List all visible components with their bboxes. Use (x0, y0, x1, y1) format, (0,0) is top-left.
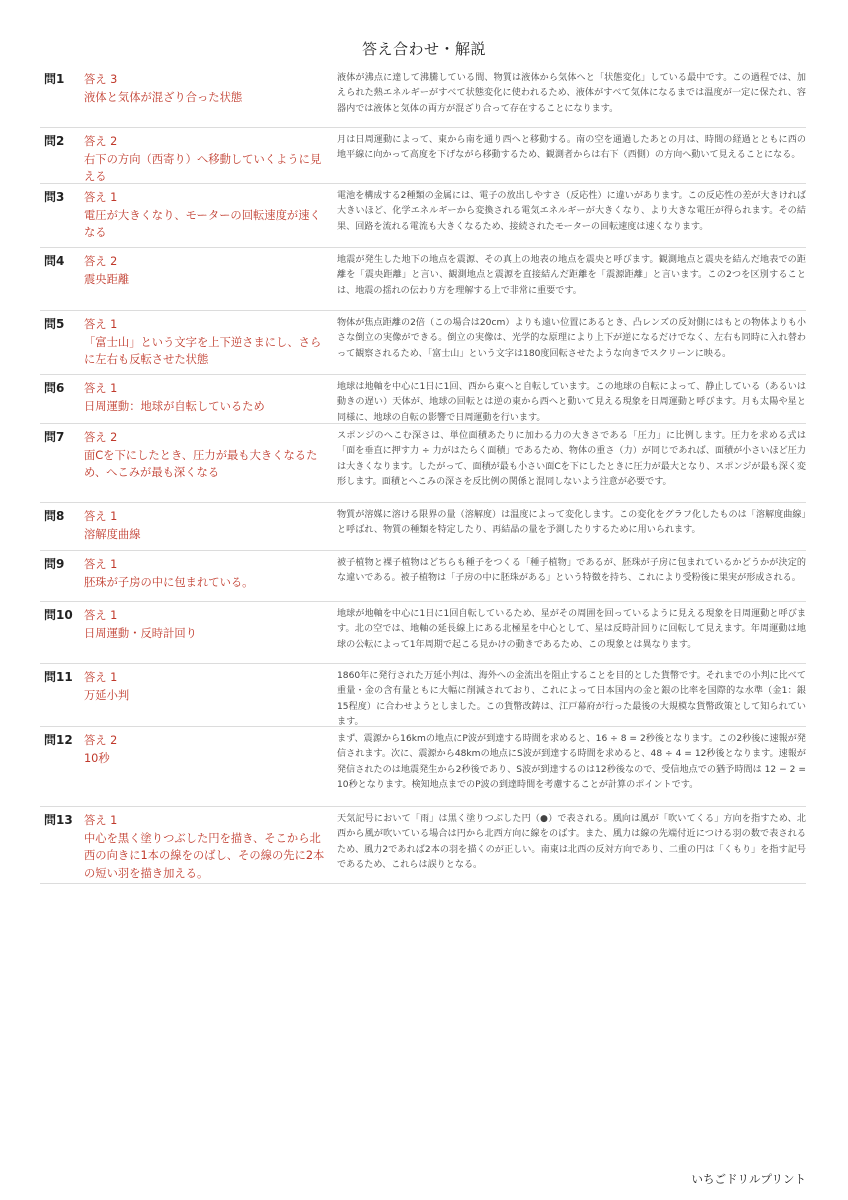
explanation-text: 液体が沸点に達して沸騰している間、物質は液体から気体へと「状態変化」している最中です。この過程では、加えられた熱エネルギーがすべて状態変化に使われるため、液体がすべて気体になるまでは温度が一定に保たれ、容器内では液体と気体の両方が混ざり合って存在することになります。 (337, 73, 806, 114)
answer-row-13 (40, 807, 806, 884)
answer-label: 答え 1 (84, 814, 118, 827)
question-number: 問10 (44, 608, 73, 622)
question-number: 問11 (44, 670, 73, 684)
question-number: 問4 (44, 254, 65, 268)
question-number: 問1 (44, 72, 65, 86)
answer-label: 答え 1 (84, 558, 118, 571)
answer-text: 面Cを下にしたとき、圧力が最も大きくなるため、へこみが最も深くなる (84, 448, 318, 479)
answer-label: 答え 2 (84, 255, 118, 268)
answer-row-9 (40, 551, 806, 602)
answer-text: 胚珠が子房の中に包まれている。 (84, 575, 254, 589)
answer-row-4 (40, 248, 806, 311)
explanation-text: 物体が焦点距離の2倍（この場合は20cm）よりも遠い位置にあるとき、凸レンズの反対側にはもとの物体よりも小さな倒立の実像ができる。倒立の実像は、光学的な原理により上下が逆になるだけでなく、左右も同時に入れ替わって観察されるため、「富士山」という文字は180度回転させたような向きでスクリーンに映る。 (337, 318, 806, 359)
answer-cell (84, 184, 337, 247)
explanation-text: 地球は地軸を中心に1日に1回、西から東へと自転しています。この地球の自転によって、静止している（あるいは動きの遅い）天体が、地球の回転とは逆の東から西へと動いて見える現象を日周運動と呼びます。月も太陽や星と同様に、地球の自転の影響で日周運動を行います。 (337, 382, 806, 423)
answer-text: 震央距離 (84, 272, 130, 286)
answer-cell (84, 66, 337, 127)
answer-row-12 (40, 727, 806, 807)
answer-label: 答え 1 (84, 510, 118, 523)
answer-text: 中心を黒く塗りつぶした円を描き、そこから北西の向きに1本の線をのばし、その線の先に2本の短い羽を描き加える。 (84, 831, 325, 880)
footer-brand: いちごドリルプリント (691, 1172, 806, 1186)
explanation-text: 電池を構成する2種類の金属には、電子の放出しやすさ（反応性）に違いがあります。この反応性の差が大きければ大きいほど、化学エネルギーから変換される電気エネルギーが大きくなり、より大きな電圧が得られます。その結果、回路を流れる電流も大きくなるため、接続されたモーターの回転速度は速くなります。 (337, 191, 806, 232)
answer-text: 日周運動：地球が自転しているため (84, 399, 265, 413)
question-number: 問3 (44, 190, 65, 204)
answer-cell (84, 128, 337, 183)
answer-cell (84, 311, 337, 374)
answer-cell (84, 807, 337, 883)
question-number: 問8 (44, 509, 65, 523)
answer-cell (84, 727, 337, 806)
question-number: 問5 (44, 317, 65, 331)
question-number: 問2 (44, 134, 65, 148)
answer-row-2 (40, 128, 806, 184)
question-number: 問7 (44, 430, 65, 444)
answer-row-3 (40, 184, 806, 248)
page-title: 答え合わせ・解説 (361, 40, 486, 58)
explanation-text: まず、震源から16kmの地点にP波が到達する時間を求めると、16 ÷ 8 = 2秒後となります。この2秒後に速報が発信されます。次に、震源から48kmの地点にS波が到達する時間を求めると、48 ÷ 4 = 12秒後となります。速報が発信されたのは地震発生から2秒後であり、S波が到達するのは12秒後なので、受信地点での猶予時間は 12 − 2 = 10秒となります。検知地点までのP波の到達時間を考慮することが計算のポイントです。 (337, 734, 806, 791)
answer-row-11 (40, 664, 806, 727)
answer-text: 日周運動・反時計回り (84, 626, 197, 640)
answer-label: 答え 1 (84, 318, 118, 331)
answer-list (40, 66, 806, 884)
answer-label: 答え 2 (84, 431, 118, 444)
answer-text: 溶解度曲線 (84, 527, 141, 541)
question-number: 問9 (44, 557, 65, 571)
answer-row-1 (40, 66, 806, 128)
answer-cell (84, 248, 337, 310)
explanation-text: 月は日周運動によって、東から南を通り西へと移動する。南の空を通過したあとの月は、時間の経過とともに西の地平線に向かって高度を下げながら移動するため、観測者からは右下（西側）の方向へ動いて見えることになる。 (337, 135, 806, 161)
explanation-text: 1860年に発行された万延小判は、海外への金流出を阻止することを目的とした貨幣です。それまでの小判に比べて重量・金の含有量ともに大幅に削減されており、これによって日本国内の金と銀の比率を国際的な水準（金1：銀15程度）に合わせようとしました。この貨幣改鋳は、江戸幕府が行った最後の大規模な貨幣政策として知られています。 (337, 671, 806, 727)
answer-cell (84, 664, 337, 726)
answer-label: 答え 2 (84, 734, 118, 747)
answer-text: 液体と気体が混ざり合った状態 (84, 90, 243, 104)
answer-text: 万延小判 (84, 688, 130, 702)
answer-cell (84, 503, 337, 550)
question-number: 問6 (44, 381, 65, 395)
question-number: 問12 (44, 733, 73, 747)
explanation-text: 地震が発生した地下の地点を震源、その真上の地表の地点を震央と呼びます。観測地点と震央を結んだ地表での距離を「震央距離」と言い、観測地点と震源を直接結んだ距離を「震源距離」と言います。この2つを区別することは、地震の揺れの伝わり方を理解する上で非常に重要です。 (337, 255, 806, 296)
explanation-text: 地球が地軸を中心に1日に1回自転しているため、星がその周囲を回っているように見える現象を日周運動と呼びます。北の空では、地軸の延長線上にある北極星を中心として、星は反時計回りに回転して見えます。年周運動は地球の公転によって1年周期で起こる見かけの動きであるため、この現象とは異なります。 (337, 609, 806, 650)
answer-label: 答え 1 (84, 191, 118, 204)
answer-label: 答え 3 (84, 73, 118, 86)
answer-label: 答え 1 (84, 609, 118, 622)
answer-label: 答え 1 (84, 382, 118, 395)
answer-row-5 (40, 311, 806, 375)
answer-row-7 (40, 424, 806, 503)
answer-text: 電圧が大きくなり、モーターの回転速度が速くなる (84, 208, 321, 239)
answer-row-6 (40, 375, 806, 424)
answer-label: 答え 2 (84, 135, 118, 148)
answer-row-10 (40, 602, 806, 664)
question-number: 問13 (44, 813, 73, 827)
explanation-text: 天気記号において「雨」は黒く塗りつぶした円（●）で表される。風向は風が「吹いてくる」方向を指すため、北西から風が吹いている場合は円から北西方向に線をのばす。また、風力は線の先端付近につける羽の数で表されるため、風力2であれば2本の羽を描くのが正しい。南東は北西の反対方向であり、二重の円は「くもり」を指す記号であるため、これらは誤りとなる。 (337, 814, 806, 871)
answer-text: 「富士山」という文字を上下逆さまにし、さらに左右も反転させた状態 (84, 335, 322, 366)
answer-text: 10秒 (84, 751, 110, 765)
answer-cell (84, 375, 337, 423)
answer-row-8 (40, 503, 806, 551)
answer-cell (84, 551, 337, 601)
explanation-text: 被子植物と裸子植物はどちらも種子をつくる「種子植物」であるが、胚珠が子房に包まれているかどうかが決定的な違いである。被子植物は「子房の中に胚珠がある」という特徴を持ち、これにより受粉後に果実が形成される。 (337, 558, 806, 584)
answer-text: 右下の方向（西寄り）へ移動していくように見える (84, 152, 322, 183)
explanation-text: 物質が溶媒に溶ける限界の量（溶解度）は温度によって変化します。この変化をグラフ化したものは「溶解度曲線」と呼ばれ、物質の種類を特定したり、再結晶の量を予測したりするために用いられます。 (337, 510, 806, 536)
answer-label: 答え 1 (84, 671, 118, 684)
explanation-text: スポンジのへこむ深さは、単位面積あたりに加わる力の大きさである「圧力」に比例します。圧力を求める式は「面を垂直に押す力 ÷ 力がはたらく面積」であるため、物体の重さ（力）が同じであれば、面積が小さいほど圧力は大きくなります。したがって、面積が最も小さい面Cを下にしたときに圧力が最大となり、スポンジが最も深く変形します。面積とへこみの深さを反比例の関係と混同しないよう注意が必要です。 (337, 431, 806, 488)
answer-cell (84, 424, 337, 502)
answer-cell (84, 602, 337, 663)
